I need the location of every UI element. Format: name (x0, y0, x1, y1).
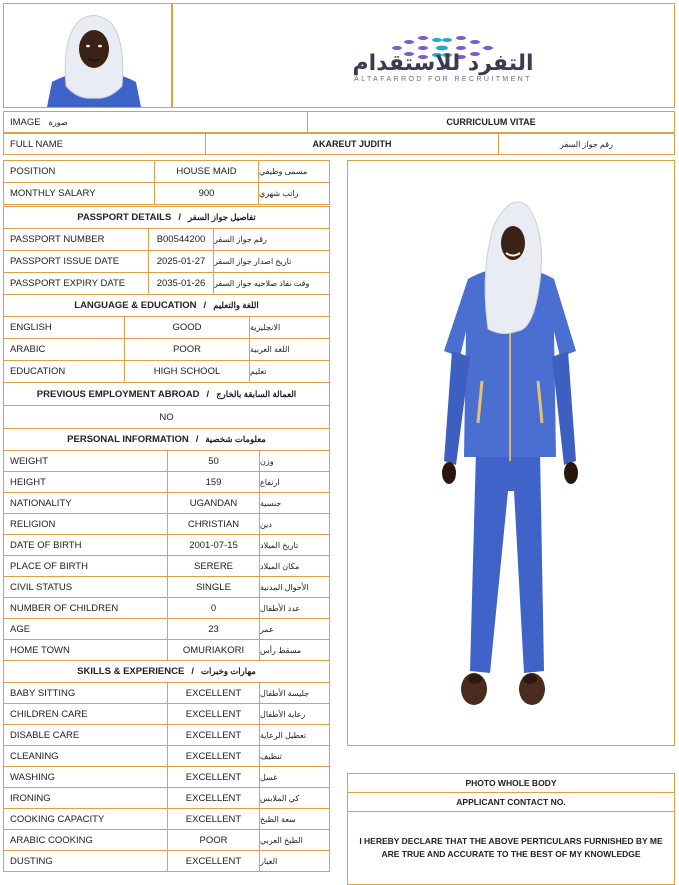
personal-row-2-value: UGANDAN (167, 492, 260, 514)
image-label-ar: صورة (48, 117, 68, 127)
declaration-text: I HEREBY DECLARE THAT THE ABOVE PERTICULARS FURNISHED BY ME ARE TRUE AND ACCURATE TO THE BEST OF MY KNOWLEDGE (347, 811, 675, 885)
language-title-ar: اللغة والتعليم (213, 300, 259, 310)
personal-row-5-value: SERERE (167, 555, 260, 577)
cv-title: CURRICULUM VITAE (307, 111, 675, 133)
language-row-2-label-ar: تعليم (249, 360, 330, 383)
personal-row-0-label-ar: وزن (259, 450, 330, 472)
skill-row-7-label: ARABIC COOKING (3, 829, 168, 851)
language-row-0-label-ar: الانجليزية (249, 316, 330, 339)
full-name-value: AKAREUT JUDITH (205, 133, 499, 155)
personal-header (3, 428, 330, 451)
skill-row-1-value: EXCELLENT (167, 703, 260, 725)
skills-title-ar: مهارات وخبرات (200, 666, 256, 676)
personal-row-5-label: PLACE OF BIRTH (3, 555, 168, 577)
personal-row-1-value: 159 (167, 471, 260, 493)
skill-row-5-value: EXCELLENT (167, 787, 260, 809)
skill-row-7-label-ar: الطبخ العربي (259, 829, 330, 851)
job-row-1-label: MONTHLY SALARY (3, 182, 155, 205)
skill-row-5-label-ar: كي الملابس (259, 787, 330, 809)
passport-row-2-label-ar: وقت نفاذ صلاحيه جواز السفر (213, 272, 330, 295)
whole-body-photo-frame (347, 160, 675, 746)
headshot-frame (3, 3, 172, 108)
skill-row-8-label: DUSTING (3, 850, 168, 872)
personal-row-4-label-ar: تاريخ الميلاد (259, 534, 330, 556)
skill-row-8-value: EXCELLENT (167, 850, 260, 872)
image-label: IMAGE (10, 116, 41, 128)
personal-row-1-label: HEIGHT (3, 471, 168, 493)
personal-row-2-label-ar: جنسية (259, 492, 330, 514)
photo-caption: PHOTO WHOLE BODY (347, 773, 675, 793)
skill-row-4-value: EXCELLENT (167, 766, 260, 788)
logo-english-text: ALTAFARROD FOR RECRUITMENT (354, 76, 532, 83)
headshot-photo (4, 4, 171, 107)
personal-row-1-label-ar: ارتفاع (259, 471, 330, 493)
skill-row-1-label-ar: رعاية الأطفال (259, 703, 330, 725)
skill-row-0-label-ar: جليسة الأطفال (259, 682, 330, 704)
personal-row-7-label-ar: عدد الأطفال (259, 597, 330, 619)
language-row-2-label: EDUCATION (3, 360, 125, 383)
skill-row-6-label: COOKING CAPACITY (3, 808, 168, 830)
personal-row-7-label: NUMBER OF CHILDREN (3, 597, 168, 619)
passport-row-0-label: PASSPORT NUMBER (3, 228, 149, 251)
skill-row-4-label: WASHING (3, 766, 168, 788)
skill-row-7-value: POOR (167, 829, 260, 851)
personal-row-0-value: 50 (167, 450, 260, 472)
personal-title: PERSONAL INFORMATION (67, 434, 189, 445)
title-separator: / (203, 300, 207, 311)
skill-row-3-label: CLEANING (3, 745, 168, 767)
skill-row-0-label: BABY SITTING (3, 682, 168, 704)
passport-title-ar: تفاصيل جواز السفر (187, 212, 256, 222)
passport-header (3, 206, 330, 229)
skill-row-4-label-ar: غسل (259, 766, 330, 788)
passport-row-1-label-ar: تاريخ اصدار جواز السفر (213, 250, 330, 273)
skill-row-2-value: EXCELLENT (167, 724, 260, 746)
passport-row-0-label-ar: رقم جواز السفر (213, 228, 330, 251)
passport-row-2-label: PASSPORT EXPIRY DATE (3, 272, 149, 295)
title-separator: / (191, 666, 194, 677)
personal-row-9-label: HOME TOWN (3, 639, 168, 661)
employment-value: NO (3, 405, 330, 429)
applicant-contact-label: APPLICANT CONTACT NO. (347, 792, 675, 812)
job-row-1-value: 900 (154, 182, 259, 205)
job-row-0-label-ar: مسمى وظيفي (258, 160, 330, 183)
personal-row-8-value: 23 (167, 618, 260, 640)
language-row-0-value: GOOD (124, 316, 250, 339)
logo-arabic-text: التفرد للاستقدام (352, 51, 534, 76)
skills-title: SKILLS & EXPERIENCE (77, 666, 185, 677)
employment-title-ar: العمالة السابقة بالخارج (216, 388, 297, 399)
skill-row-3-value: EXCELLENT (167, 745, 260, 767)
skill-row-0-value: EXCELLENT (167, 682, 260, 704)
personal-title-ar: معلومات شخصية (205, 434, 266, 444)
employment-header (3, 382, 330, 406)
whole-body-photo (348, 161, 674, 745)
skill-row-6-value: EXCELLENT (167, 808, 260, 830)
skill-row-8-label-ar: الغبار (259, 850, 330, 872)
language-row-1-value: POOR (124, 338, 250, 361)
skill-row-5-label: IRONING (3, 787, 168, 809)
language-row-2-value: HIGH SCHOOL (124, 360, 250, 383)
passport-row-1-label: PASSPORT ISSUE DATE (3, 250, 149, 273)
passport-row-2-value: 2035-01-26 (148, 272, 214, 295)
personal-row-4-value: 2001-07-15 (167, 534, 260, 556)
full-name-label: FULL NAME (3, 133, 206, 155)
image-label-cell (3, 111, 308, 133)
title-separator: / (195, 434, 199, 445)
language-row-0-label: ENGLISH (3, 316, 125, 339)
full-name-label-ar: رقم جواز السفر (498, 133, 675, 155)
passport-row-1-value: 2025-01-27 (148, 250, 214, 273)
passport-title: PASSPORT DETAILS (77, 212, 172, 223)
skill-row-3-label-ar: تنظيف (259, 745, 330, 767)
skills-header (3, 660, 330, 683)
language-row-1-label: ARABIC (3, 338, 125, 361)
title-separator: / (178, 212, 181, 223)
personal-row-7-value: 0 (167, 597, 260, 619)
personal-row-9-label-ar: مسقط رأس (259, 639, 330, 661)
language-title: LANGUAGE & EDUCATION (74, 300, 197, 311)
personal-row-3-label-ar: دين (259, 513, 330, 535)
passport-row-0-value: B00544200 (148, 228, 214, 251)
skill-row-6-label-ar: سعة الطبخ (259, 808, 330, 830)
personal-row-6-value: SINGLE (167, 576, 260, 598)
employment-title: PREVIOUS EMPLOYMENT ABROAD (36, 388, 200, 400)
personal-row-8-label-ar: عمر (259, 618, 330, 640)
personal-row-4-label: DATE OF BIRTH (3, 534, 168, 556)
personal-row-2-label: NATIONALITY (3, 492, 168, 514)
personal-row-6-label-ar: الأحوال المدنية (259, 576, 330, 598)
job-row-0-label: POSITION (3, 160, 155, 183)
skill-row-2-label-ar: تعطيل الرعاية (259, 724, 330, 746)
skill-row-2-label: DISABLE CARE (3, 724, 168, 746)
job-row-0-value: HOUSE MAID (154, 160, 259, 183)
title-separator: / (206, 388, 210, 400)
personal-row-0-label: WEIGHT (3, 450, 168, 472)
job-row-1-label-ar: راتب شهري (258, 182, 330, 205)
personal-row-8-label: AGE (3, 618, 168, 640)
personal-row-3-label: RELIGION (3, 513, 168, 535)
personal-row-6-label: CIVIL STATUS (3, 576, 168, 598)
personal-row-3-value: CHRISTIAN (167, 513, 260, 535)
personal-row-9-value: OMURIAKORI (167, 639, 260, 661)
personal-row-5-label-ar: مكان الميلاد (259, 555, 330, 577)
language-header (3, 294, 330, 317)
skill-row-1-label: CHILDREN CARE (3, 703, 168, 725)
language-row-1-label-ar: اللغة العربية (249, 338, 330, 361)
logo-panel (172, 3, 675, 108)
